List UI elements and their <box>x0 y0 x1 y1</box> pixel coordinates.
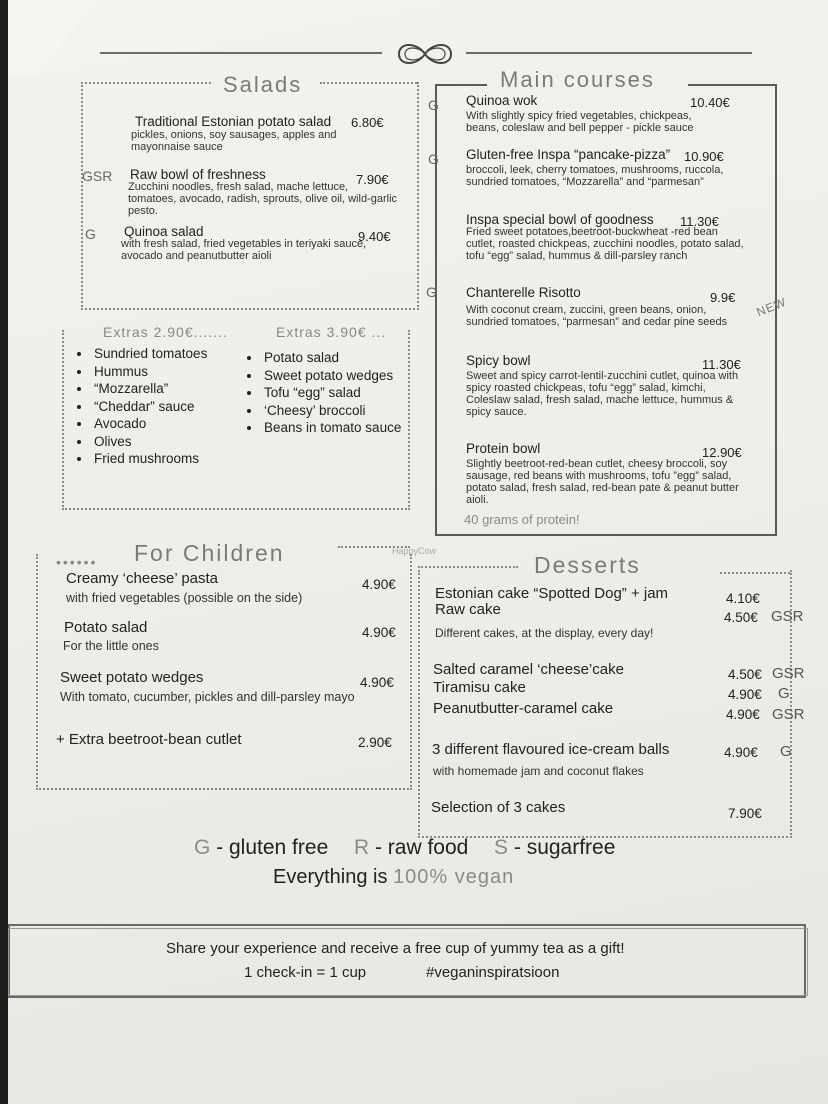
desserts-dots-left <box>418 566 518 568</box>
vegan-suffix: 100% vegan <box>393 866 515 888</box>
vegan-statement <box>273 866 514 889</box>
children-item-name: Creamy ‘cheese’ pasta <box>66 570 219 587</box>
salad-code: GSR <box>82 168 113 184</box>
salad-item-price: 9.40€ <box>358 229 391 244</box>
dessert-item-price: 7.90€ <box>728 806 762 821</box>
main-item-price: 11.30€ <box>702 357 741 372</box>
main-box-top-right <box>688 84 775 86</box>
protein-note: 40 grams of protein! <box>464 512 580 527</box>
new-badge: NEW <box>754 294 789 320</box>
dessert-item-name: Selection of 3 cakes <box>431 799 566 816</box>
footer-hashtag: #veganinspiratsioon <box>426 964 560 981</box>
dessert-code: GSR <box>771 608 804 625</box>
extras-item: • “Mozzarella” <box>92 380 242 398</box>
extras-item: • “Cheddar” sauce <box>92 398 242 416</box>
main-item-name: Inspa special bowl of goodness <box>466 212 654 227</box>
main-code: G <box>426 284 437 300</box>
main-item-price: 9.9€ <box>710 290 736 305</box>
dessert-item-price: 4.50€ <box>728 667 762 682</box>
main-item-price: 11.30€ <box>680 214 719 229</box>
footer-checkin: 1 check-in = 1 cup <box>244 964 367 981</box>
salad-item-desc: Zucchini noodles, fresh salad, mache lettuce, tomatoes, avocado, radish, sprouts, olive oil, wild-garlic pesto. <box>128 181 398 217</box>
menu-paper <box>8 0 828 1104</box>
children-dots-left: •••••• <box>56 554 98 570</box>
salads-title: Salads <box>223 72 303 97</box>
dessert-item-price: 4.50€ <box>724 610 758 625</box>
dessert-item-price: 4.90€ <box>728 687 762 702</box>
dessert-item-price: 4.10€ <box>726 591 760 606</box>
dessert-code: GSR <box>772 706 805 723</box>
infinity-ornament-icon <box>393 40 457 68</box>
children-item-desc: For the little ones <box>63 639 159 653</box>
legend-line <box>194 836 615 860</box>
main-item-price: 12.90€ <box>702 445 742 460</box>
extras-list-2 <box>238 349 412 437</box>
children-item-price: 2.90€ <box>358 735 392 750</box>
folded-corner <box>8 0 98 75</box>
dessert-item-name: Estonian cake “Spotted Dog” + jam <box>435 585 669 602</box>
dessert-item-price: 4.90€ <box>726 707 760 722</box>
extras-item: • Fried mushrooms <box>92 450 242 468</box>
main-box-top-left <box>435 84 487 86</box>
main-item-name: Spicy bowl <box>466 353 531 368</box>
salad-item-price: 6.80€ <box>351 115 384 130</box>
extras-heading-2: Extras 3.90€ ... <box>276 324 387 340</box>
main-item-desc: Sweet and spicy carrot-lentil-zucchini cutlet, quinoa with spicy roasted chickpeas, tofu “egg” salad, kimchi, Coleslaw salad, fresh salad, mache lettuce, hummus & spicy sauce. <box>466 370 739 418</box>
children-item-desc: with fried vegetables (possible on the side) <box>66 591 303 605</box>
extras-item: • Olives <box>92 433 242 451</box>
salad-item-name: Quinoa salad <box>124 224 204 239</box>
salad-code: G <box>85 226 96 242</box>
salads-box-top-right <box>320 82 417 84</box>
top-rule-right <box>466 52 752 54</box>
main-item-desc: With slightly spicy fried vegetables, chickpeas, beans, coleslaw and bell pepper - pickle sauce <box>466 110 694 134</box>
dessert-code: GSR <box>772 665 805 682</box>
extras-heading-1: Extras 2.90€....... <box>103 324 228 340</box>
extras-item: • Hummus <box>92 363 242 381</box>
children-item-desc: With tomato, cucumber, pickles and dill-parsley mayo <box>60 690 355 704</box>
extras-list-1 <box>68 345 242 468</box>
vegan-prefix: Everything is <box>273 866 394 888</box>
dessert-item-name: 3 different flavoured ice-cream balls <box>432 741 670 758</box>
top-rule-left <box>100 52 382 54</box>
salads-box-top-left <box>81 82 211 84</box>
legend-g-text: - gluten free <box>210 836 329 859</box>
salad-item-desc: with fresh salad, fried vegetables in teriyaki sauce, avocado and peanutbutter aioli <box>121 238 367 262</box>
dessert-item-desc: Different cakes, at the display, every day! <box>435 626 654 640</box>
desserts-title: Desserts <box>534 552 641 578</box>
legend-r-text: - raw food <box>369 836 469 859</box>
dessert-item-name: Peanutbutter-caramel cake <box>433 700 614 717</box>
main-item-name: Gluten-free Inspa “pancake-pizza” <box>466 147 671 162</box>
extras-item: • Potato salad <box>262 349 412 367</box>
main-item-name: Quinoa wok <box>466 93 538 108</box>
extras-item: • Sundried tomatoes <box>92 345 242 363</box>
salad-item-name: Raw bowl of freshness <box>130 167 266 182</box>
legend-r-code: R <box>353 836 370 859</box>
main-item-desc: Slightly beetroot-red-bean cutlet, cheesy broccoli, soy sausage, red beans with mushrooms, tofu ”egg” salad, potato salad, fresh salad, red-bean pate & peanut butter aioli. <box>466 458 739 506</box>
main-item-price: 10.90€ <box>684 149 724 164</box>
desserts-dots-right <box>720 572 790 574</box>
extras-item: • Beans in tomato sauce <box>262 419 412 437</box>
main-item-desc: Fried sweet potatoes,beetroot-buckwheat -red bean cutlet, roasted chickpeas, zucchini noodles, potato salad, tofu “egg” salad, hummus & dill-parsley ranch <box>466 226 744 262</box>
main-code: G <box>428 97 439 113</box>
children-item-name: Sweet potato wedges <box>60 669 204 686</box>
extras-item: • ‘Cheesy’ broccoli <box>262 402 412 420</box>
children-item-price: 4.90€ <box>360 675 394 690</box>
children-item-name: + Extra beetroot-bean cutlet <box>56 731 242 748</box>
dessert-item-name: Salted caramel ‘cheese’cake <box>433 661 624 678</box>
dessert-item-name: Raw cake <box>435 601 501 618</box>
legend-s-code: S <box>494 836 509 859</box>
main-code: G <box>428 151 439 167</box>
extras-item: • Tofu “egg” salad <box>262 384 412 402</box>
children-item-price: 4.90€ <box>362 577 396 592</box>
footer-box-inner <box>8 928 808 996</box>
salad-item-desc: pickles, onions, soy sausages, apples and mayonnaise sauce <box>131 129 337 153</box>
dessert-code: G <box>778 685 790 702</box>
children-item-name: Potato salad <box>64 619 148 636</box>
salad-item-price: 7.90€ <box>356 172 389 187</box>
main-item-name: Chanterelle Risotto <box>466 285 581 300</box>
happycow-watermark: HappyCow <box>392 546 437 556</box>
main-item-desc: With coconut cream, zuccini, green beans, onion, sundried tomatoes, “parmesan” and cedar pine seeds <box>466 304 728 328</box>
main-item-desc: broccoli, leek, cherry tomatoes, mushrooms, ruccola, sundried tomatoes, “Mozzarella” and “parmesan” <box>466 164 724 188</box>
dessert-item-price: 4.90€ <box>724 745 758 760</box>
footer-line-1: Share your experience and receive a free cup of yummy tea as a gift! <box>166 940 625 957</box>
main-courses-title: Main courses <box>500 67 655 92</box>
extras-item: • Sweet potato wedges <box>262 367 412 385</box>
dessert-code: G <box>780 743 792 760</box>
legend-g-code: G <box>194 836 211 859</box>
children-item-price: 4.90€ <box>362 625 396 640</box>
main-item-price: 10.40€ <box>690 95 730 110</box>
main-item-name: Protein bowl <box>466 441 541 456</box>
dessert-item-desc: with homemade jam and coconut flakes <box>433 764 644 778</box>
extras-item: • Avocado <box>92 415 242 433</box>
dessert-item-name: Tiramisu cake <box>433 679 526 696</box>
salad-item-name: Traditional Estonian potato salad <box>135 114 332 129</box>
children-title: For Children <box>134 540 285 566</box>
legend-s-text: - sugarfree <box>508 836 616 859</box>
